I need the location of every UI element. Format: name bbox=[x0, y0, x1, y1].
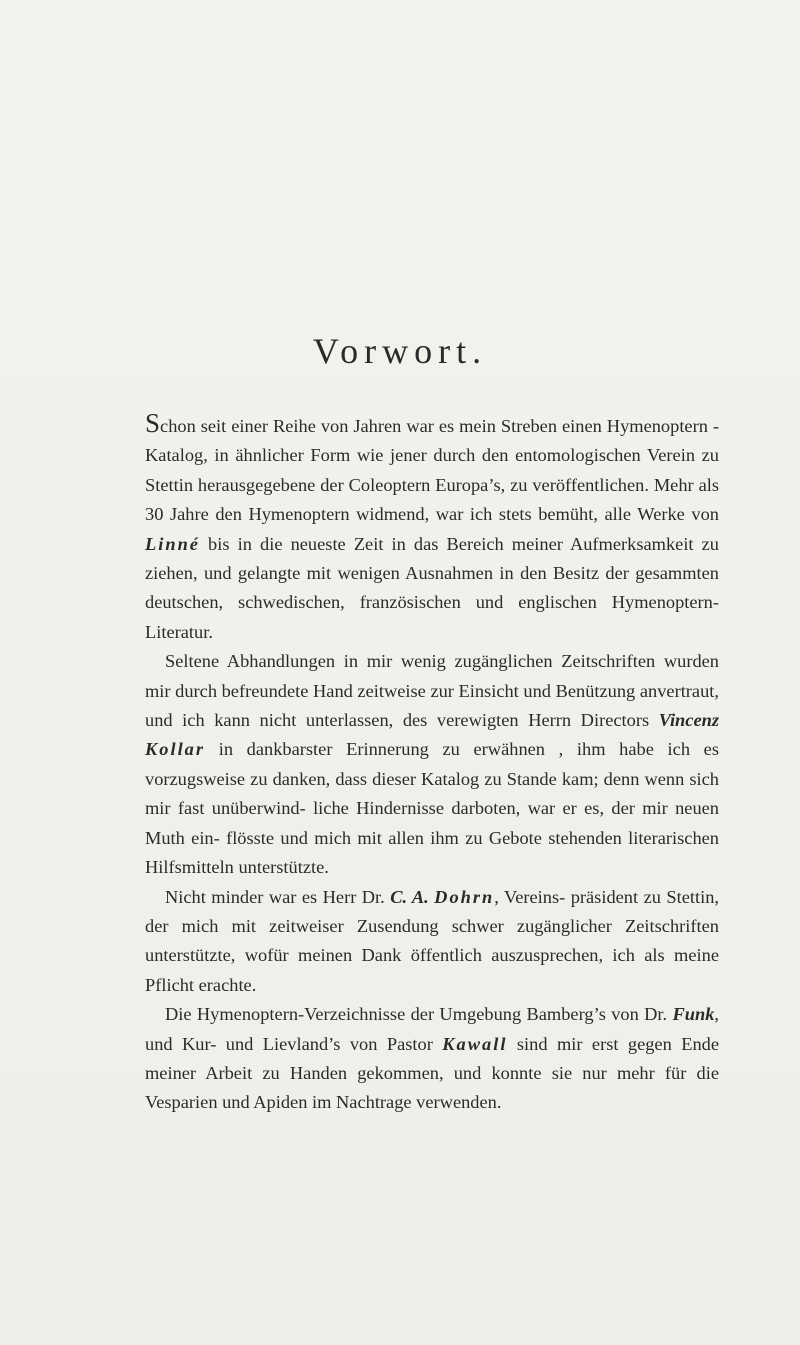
paragraph bbox=[145, 408, 719, 647]
text-segment: sind mir erst gegen Ende meiner Arbeit zu Handen gekommen, und konnte sie nur mehr für die Vesparien und Apiden im Nachtrage verwenden. bbox=[145, 1033, 720, 1113]
dropcap-letter: S bbox=[145, 408, 161, 438]
text-segment: chon seit einer Reihe von Jahren war es mein Streben einen Hymenoptern - Katalog, in ähnlicher Form wie jener durch den entomologischen Verein zu Stettin herausgegebene der Coleoptern Europa’s, zu veröffentlichen. Mehr als 30 Jahre den Hymenoptern widmend, war ich stets bemüht, alle Werke von bbox=[145, 416, 719, 525]
text-segment: in dankbarster Erinnerung zu erwähnen , ihm habe ich es vorzugsweise zu danken, dass dieser Katalog zu Stande kam; denn wenn sich mir fast unüberwind- liche Hindernisse darboten, war er es, der mir neuen Muth ein- flösste und mich mit allen ihm zu Gebote stehenden literarischen Hilfsmitteln unterstützte. bbox=[145, 739, 719, 878]
paragraph bbox=[145, 883, 719, 1001]
initials-ca: C. A. bbox=[390, 886, 429, 907]
author-name-funk: Funk bbox=[672, 1004, 715, 1025]
text-segment: Die Hymenoptern-Verzeichnisse der Umgebung Bamberg’s von Dr. bbox=[165, 1004, 673, 1025]
text-segment: Nicht minder war es Herr Dr. bbox=[165, 886, 391, 907]
paragraph bbox=[145, 647, 719, 882]
author-name-linne: Linné bbox=[145, 533, 200, 554]
author-name-dohrn: Dohrn bbox=[434, 886, 495, 907]
page-title: Vorwort. bbox=[312, 331, 488, 371]
text-segment: bis in die neueste Zeit in das Bereich meiner Aufmerksamkeit zu ziehen, und gelangte mit wenigen Ausnahmen in den Besitz der gesammten deutschen, schwedischen, französischen und englischen Hymenoptern-Literatur. bbox=[145, 533, 719, 642]
text-segment: , und Kur- und Lievland’s von Pastor bbox=[145, 1004, 719, 1054]
author-name-kollar: Kollar bbox=[145, 739, 206, 760]
first-name-vincenz: Vincenz bbox=[658, 710, 719, 731]
paragraph bbox=[145, 1000, 719, 1118]
text-segment: , Vereins- präsident zu Stettin, der mich mit zeitweiser Zusendung schwer zugänglicher Zeitschriften unterstützte, wofür meinen Dank öffentlich auszusprechen, ich als meine Pflicht erachte. bbox=[145, 886, 719, 995]
text-segment: Seltene Abhandlungen in mir wenig zugänglichen Zeitschriften wurden mir durch befreundete Hand zeitweise zur Einsicht und Benützung anvertraut, und ich kann nicht unterlassen, des verewigten Herrn Directors bbox=[145, 651, 719, 731]
author-name-kawall: Kawall bbox=[442, 1033, 508, 1054]
body-text bbox=[145, 408, 720, 1118]
